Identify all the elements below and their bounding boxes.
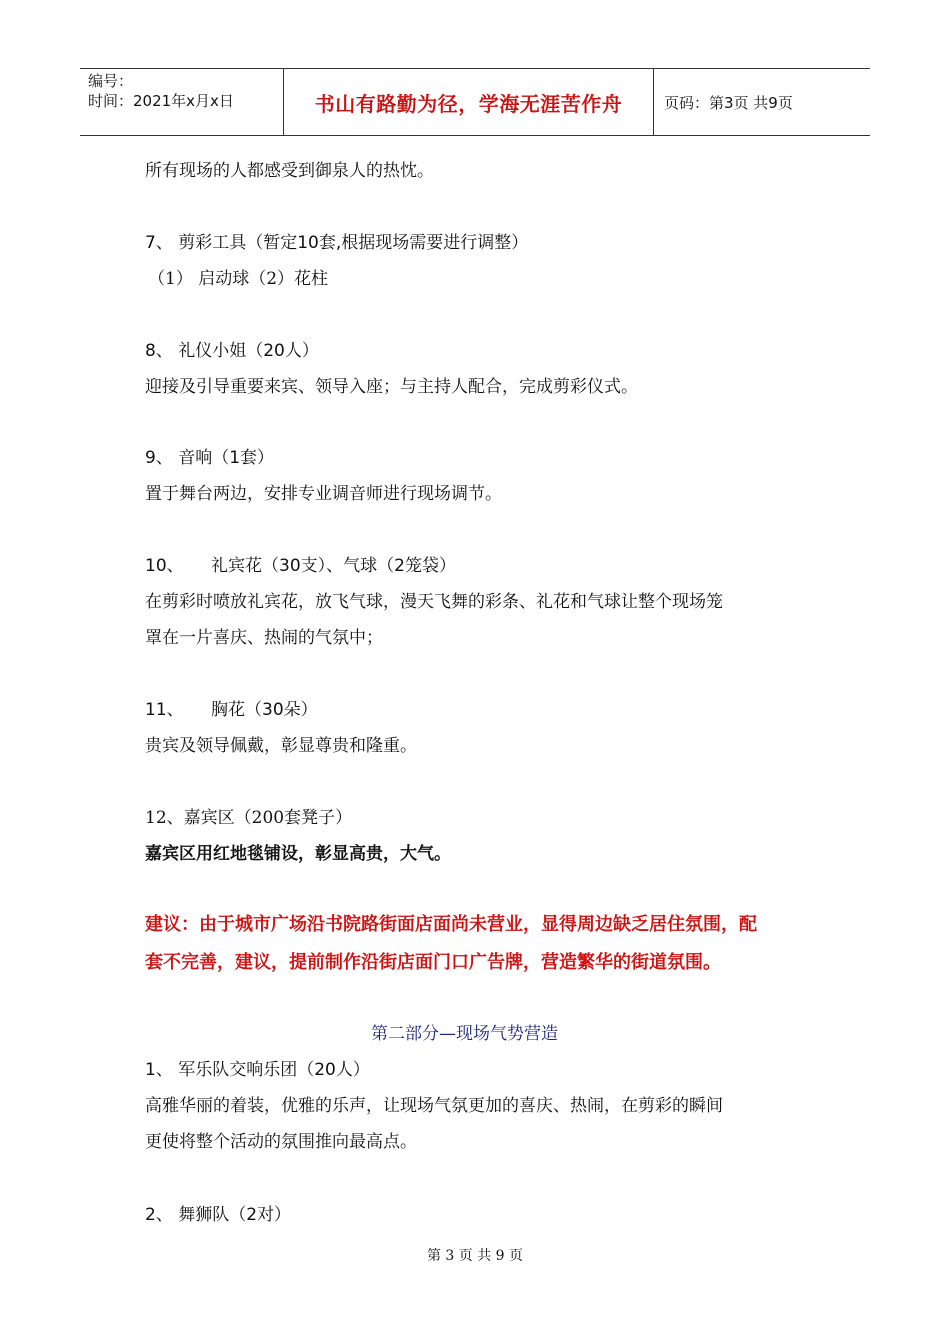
page-header — [80, 68, 870, 136]
section2-item-2-heading: 2、 舞狮队（2对） — [145, 1205, 292, 1225]
page-footer: 第 3 页 共 9 页 — [426, 1248, 524, 1264]
section2-item-1-detail-cont: 更使将整个活动的氛围推向最高点。 — [145, 1132, 417, 1152]
header-number-label: 编号： — [88, 72, 134, 90]
suggestion-line-1: 建议：由于城市广场沿书院路街面店面尚未营业，显得周边缺乏居住氛围，配 — [145, 914, 757, 935]
header-motto: 书山有路勤为径，学海无涯苦作舟 — [314, 91, 623, 116]
item-10-title: 礼宾花（30支）、气球（2笼袋） — [211, 556, 456, 576]
item-heading-8: 8、 礼仪小姐（20人） — [145, 341, 319, 361]
item-11-title: 胸花（30朵） — [211, 700, 318, 720]
item-12-detail: 嘉宾区用红地毯铺设，彰显高贵，大气。 — [145, 844, 451, 864]
item-heading-9: 9、 音响（1套） — [145, 448, 275, 468]
item-7-detail: （1） 启动球（2）花柱 — [148, 269, 329, 289]
header-motto-cell — [283, 69, 654, 135]
item-10-number: 10、 — [145, 556, 184, 576]
item-heading-10 — [145, 554, 456, 578]
item-11-number: 11、 — [145, 700, 184, 720]
section2-item-1-heading: 1、 军乐队交响乐团（20人） — [145, 1060, 370, 1080]
header-page-info: 页码：第3页 共9页 — [664, 93, 793, 112]
item-8-detail: 迎接及引导重要来宾、领导入座；与主持人配合，完成剪彩仪式。 — [145, 377, 638, 397]
paragraph-line: 所有现场的人都感受到御泉人的热忱。 — [145, 161, 434, 181]
item-11-detail: 贵宾及领导佩戴，彰显尊贵和隆重。 — [145, 736, 417, 756]
suggestion-line-2: 套不完善，建议，提前制作沿街店面门口广告牌，营造繁华的街道氛围。 — [145, 952, 721, 973]
header-meta — [80, 69, 283, 135]
section2-item-1-detail: 高雅华丽的着装，优雅的乐声，让现场气氛更加的喜庆、热闹，在剪彩的瞬间 — [145, 1096, 723, 1116]
item-heading-11 — [145, 698, 318, 722]
item-9-detail: 置于舞台两边，安排专业调音师进行现场调节。 — [145, 484, 502, 504]
header-time-label: 时间：2021年x月x日 — [88, 92, 234, 110]
section-title: 第二部分—现场气势营造 — [371, 1024, 558, 1044]
item-10-detail-cont: 罩在一片喜庆、热闹的气氛中； — [145, 628, 383, 648]
item-heading-12: 12、嘉宾区（200套凳子） — [145, 808, 353, 828]
item-heading-7: 7、 剪彩工具（暂定10套,根据现场需要进行调整） — [145, 233, 529, 253]
item-10-detail: 在剪彩时喷放礼宾花，放飞气球，漫天飞舞的彩条、礼花和气球让整个现场笼 — [145, 592, 723, 612]
